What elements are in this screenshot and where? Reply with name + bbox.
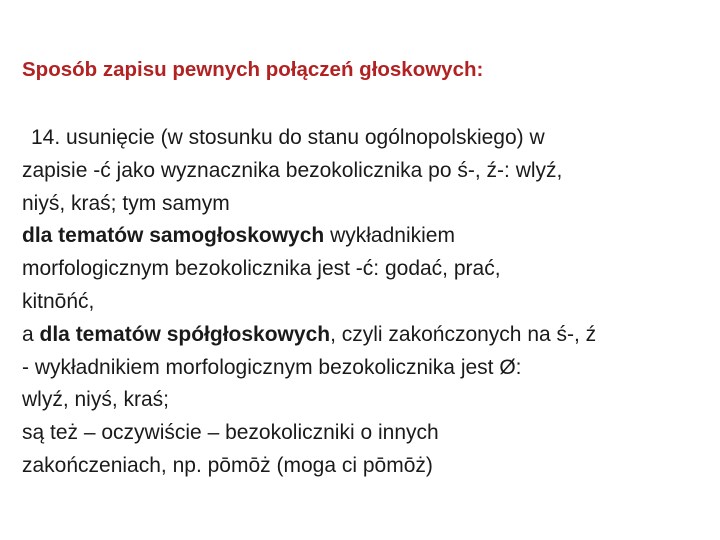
slide-body xyxy=(22,122,712,483)
body-text-segment: 14. usunięcie (w stosunku do stanu ogólnopolskiego) w xyxy=(31,126,545,149)
body-text-segment: niyś, kraś; tym samym xyxy=(22,191,230,215)
body-line xyxy=(22,319,712,352)
body-text-segment: - wykładnikiem morfologicznym bezokolicznika jest Ø: xyxy=(22,355,522,379)
body-text-segment: wykładnikiem xyxy=(324,224,455,248)
body-text-segment: , czyli zakończonych na ś-, ź xyxy=(330,322,597,346)
body-text-segment: wlyź, niyś, kraś; xyxy=(22,388,170,412)
body-line xyxy=(22,450,712,483)
body-line xyxy=(22,286,712,319)
body-text-segment: kitnōńć, xyxy=(22,289,95,313)
body-line xyxy=(22,417,712,450)
body-line xyxy=(22,122,712,155)
body-text-segment: morfologicznym bezokolicznika jest -ć: godać, prać, xyxy=(22,257,501,281)
body-line xyxy=(22,188,712,221)
bold-phrase: dla tematów spółgłoskowych xyxy=(39,322,331,346)
body-text-segment: a xyxy=(22,322,40,346)
body-line xyxy=(22,155,712,188)
body-line xyxy=(22,384,712,417)
bold-phrase: dla tematów samogłoskowych xyxy=(22,224,325,248)
body-text-segment: zapisie -ć jako wyznacznika bezokolicznika po ś-, ź-: wlyź, xyxy=(22,158,563,182)
body-line xyxy=(22,352,712,385)
body-line xyxy=(22,220,712,253)
body-line xyxy=(22,253,712,286)
body-text-segment: zakończeniach, np. pōmōż (moga ci pōmōż) xyxy=(22,453,433,477)
slide-title: Sposób zapisu pewnych połączeń głoskowych: xyxy=(22,58,484,81)
body-text-segment: są też – oczywiście – bezokoliczniki o innych xyxy=(22,421,439,445)
